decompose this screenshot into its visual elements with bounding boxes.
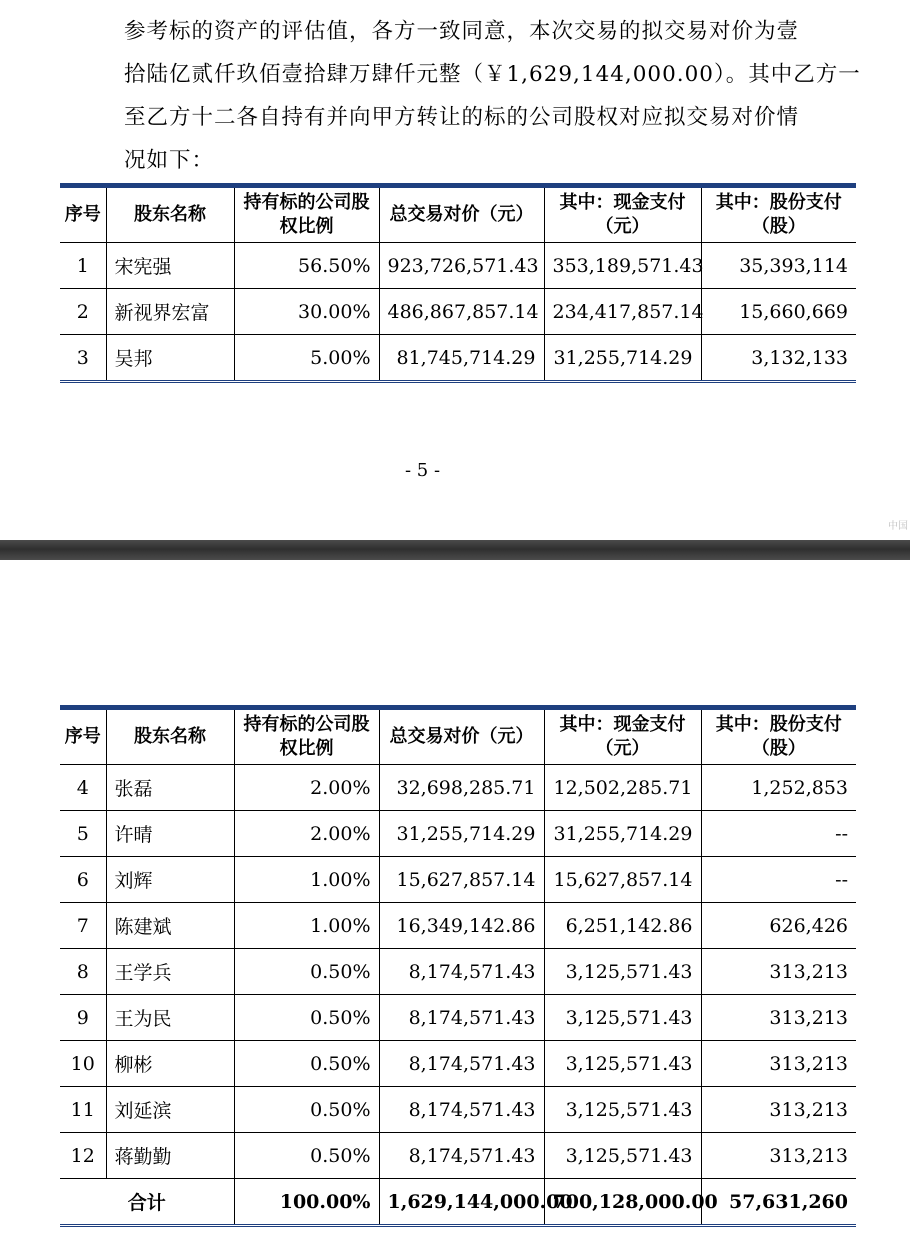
paragraph-line: 至乙方十二各自持有并向甲方转让的标的公司股权对应拟交易对价情 <box>124 105 800 130</box>
cell-cash: 3,125,571.43 <box>544 995 701 1041</box>
cell-total: 8,174,571.43 <box>379 995 544 1041</box>
table-row <box>60 903 856 949</box>
table-row <box>60 1087 856 1133</box>
cell-seq: 7 <box>60 903 106 949</box>
header-cash: 其中：现金支付（元） <box>544 187 701 243</box>
page-break-separator <box>0 540 910 560</box>
cell-shares: 3,132,133 <box>701 335 856 382</box>
cell-seq: 6 <box>60 857 106 903</box>
table-row <box>60 811 856 857</box>
cell-shares: 313,213 <box>701 949 856 995</box>
cell-name: 柳彬 <box>106 1041 234 1087</box>
page-number: - 5 - <box>404 460 441 481</box>
cell-name: 刘辉 <box>106 857 234 903</box>
cell-ratio: 0.50% <box>234 1041 379 1087</box>
cell-ratio: 1.00% <box>234 857 379 903</box>
cell-name: 许晴 <box>106 811 234 857</box>
cell-seq: 8 <box>60 949 106 995</box>
table-row <box>60 765 856 811</box>
paragraph-line: 拾陆亿贰仟玖佰壹拾肆万肆仟元整（￥1,629,144,000.00）。其中乙方一 <box>124 62 861 87</box>
cell-ratio: 2.00% <box>234 765 379 811</box>
cell-seq: 9 <box>60 995 106 1041</box>
cell-total: 32,698,285.71 <box>379 765 544 811</box>
cell-ratio: 56.50% <box>234 243 379 289</box>
header-shares: 其中：股份支付（股） <box>701 187 856 243</box>
cell-ratio: 2.00% <box>234 811 379 857</box>
table-row <box>60 335 856 382</box>
intro-paragraph <box>124 10 861 182</box>
cell-cash: 3,125,571.43 <box>544 1041 701 1087</box>
cell-cash: 15,627,857.14 <box>544 857 701 903</box>
header-name: 股东名称 <box>106 709 234 765</box>
watermark-text: 中国 <box>888 521 908 532</box>
cell-cash: 12,502,285.71 <box>544 765 701 811</box>
cell-seq: 12 <box>60 1133 106 1179</box>
header-total: 总交易对价（元） <box>379 187 544 243</box>
total-row <box>60 1179 856 1226</box>
cell-name: 张磊 <box>106 765 234 811</box>
cell-seq: 10 <box>60 1041 106 1087</box>
header-cash: 其中：现金支付（元） <box>544 709 701 765</box>
consideration-table-part2 <box>60 707 856 1227</box>
paragraph-line: 况如下： <box>124 148 215 173</box>
cell-shares: 313,213 <box>701 1041 856 1087</box>
cell-total: 8,174,571.43 <box>379 1133 544 1179</box>
cell-total: 486,867,857.14 <box>379 289 544 335</box>
cell-total: 8,174,571.43 <box>379 1041 544 1087</box>
cell-total: 8,174,571.43 <box>379 1087 544 1133</box>
cell-ratio: 0.50% <box>234 995 379 1041</box>
total-label: 合计 <box>60 1179 234 1226</box>
cell-ratio: 0.50% <box>234 1087 379 1133</box>
cell-seq: 1 <box>60 243 106 289</box>
table-row <box>60 1041 856 1087</box>
cell-name: 吴邦 <box>106 335 234 382</box>
total-ratio: 100.00% <box>234 1179 379 1226</box>
cell-ratio: 30.00% <box>234 289 379 335</box>
header-ratio: 持有标的公司股权比例 <box>234 709 379 765</box>
table-header-row <box>60 709 856 765</box>
cell-total: 8,174,571.43 <box>379 949 544 995</box>
header-total: 总交易对价（元） <box>379 709 544 765</box>
cell-name: 刘延滨 <box>106 1087 234 1133</box>
table-row <box>60 1133 856 1179</box>
total-shares: 57,631,260 <box>701 1179 856 1226</box>
cell-shares: -- <box>701 811 856 857</box>
consideration-table-part1 <box>60 185 856 383</box>
cell-shares: 626,426 <box>701 903 856 949</box>
cell-shares: 313,213 <box>701 1087 856 1133</box>
header-name: 股东名称 <box>106 187 234 243</box>
cell-shares: 313,213 <box>701 995 856 1041</box>
cell-seq: 11 <box>60 1087 106 1133</box>
cell-total: 923,726,571.43 <box>379 243 544 289</box>
cell-shares: 1,252,853 <box>701 765 856 811</box>
cell-cash: 3,125,571.43 <box>544 1087 701 1133</box>
cell-cash: 6,251,142.86 <box>544 903 701 949</box>
cell-cash: 31,255,714.29 <box>544 811 701 857</box>
cell-shares: 313,213 <box>701 1133 856 1179</box>
header-seq: 序号 <box>60 187 106 243</box>
cell-seq: 4 <box>60 765 106 811</box>
header-ratio: 持有标的公司股权比例 <box>234 187 379 243</box>
cell-name: 宋宪强 <box>106 243 234 289</box>
cell-ratio: 1.00% <box>234 903 379 949</box>
cell-ratio: 5.00% <box>234 335 379 382</box>
cell-name: 王学兵 <box>106 949 234 995</box>
cell-cash: 3,125,571.43 <box>544 1133 701 1179</box>
cell-seq: 5 <box>60 811 106 857</box>
cell-cash: 353,189,571.43 <box>544 243 701 289</box>
cell-ratio: 0.50% <box>234 949 379 995</box>
total-amount: 1,629,144,000.00 <box>379 1179 544 1226</box>
cell-total: 31,255,714.29 <box>379 811 544 857</box>
cell-ratio: 0.50% <box>234 1133 379 1179</box>
cell-cash: 234,417,857.14 <box>544 289 701 335</box>
cell-seq: 3 <box>60 335 106 382</box>
cell-seq: 2 <box>60 289 106 335</box>
cell-cash: 31,255,714.29 <box>544 335 701 382</box>
cell-total: 15,627,857.14 <box>379 857 544 903</box>
cell-shares: 35,393,114 <box>701 243 856 289</box>
cell-shares: -- <box>701 857 856 903</box>
cell-name: 新视界宏富 <box>106 289 234 335</box>
table-row <box>60 995 856 1041</box>
total-cash: 700,128,000.00 <box>544 1179 701 1226</box>
cell-cash: 3,125,571.43 <box>544 949 701 995</box>
paragraph-line: 参考标的资产的评估值，各方一致同意，本次交易的拟交易对价为壹 <box>124 19 800 44</box>
table-header-row <box>60 187 856 243</box>
header-shares: 其中：股份支付（股） <box>701 709 856 765</box>
cell-name: 陈建斌 <box>106 903 234 949</box>
table-row <box>60 949 856 995</box>
cell-total: 16,349,142.86 <box>379 903 544 949</box>
cell-name: 王为民 <box>106 995 234 1041</box>
cell-total: 81,745,714.29 <box>379 335 544 382</box>
cell-name: 蒋勤勤 <box>106 1133 234 1179</box>
table-row <box>60 243 856 289</box>
cell-shares: 15,660,669 <box>701 289 856 335</box>
table-row <box>60 289 856 335</box>
table-row <box>60 857 856 903</box>
header-seq: 序号 <box>60 709 106 765</box>
